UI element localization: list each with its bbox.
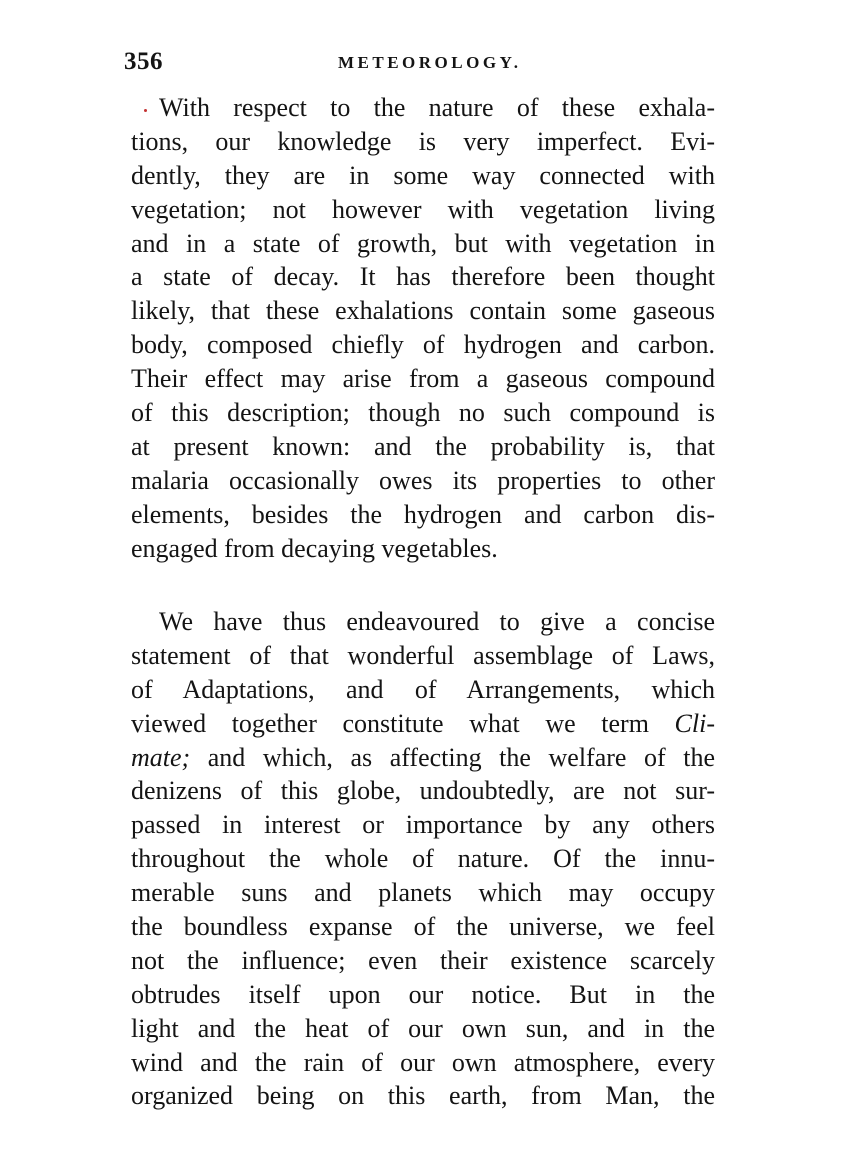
text-line: obtrudes itself upon our notice. But in the <box>131 979 715 1009</box>
text-line: light and the heat of our own sun, and in the <box>131 1013 715 1043</box>
text-segment: and which, as affecting the welfare of the <box>190 742 715 772</box>
text-line: not the influence; even their existence scarcely <box>131 945 715 975</box>
text-segment: viewed together constitute what we term <box>131 708 675 738</box>
text-line: malaria occasionally owes its properties to other <box>131 465 715 495</box>
text-line: tions, our knowledge is very imperfect. Evi- <box>131 126 715 156</box>
text-line: likely, that these exhalations contain some gaseous <box>131 296 715 326</box>
text-line: of Adaptations, and of Arrangements, which <box>131 674 715 704</box>
text-line: passed in interest or importance by any others <box>131 810 715 840</box>
text-line: engaged from decaying vegetables. <box>131 533 498 563</box>
text-line: dently, they are in some way connected with <box>131 160 715 190</box>
running-head: METEOROLOGY. <box>338 53 522 72</box>
text-line: elements, besides the hydrogen and carbon dis- <box>131 499 715 529</box>
text-line: organized being on this earth, from Man, the <box>131 1081 715 1111</box>
paragraph-2 <box>131 605 715 1113</box>
text-line-with-italic <box>131 707 715 741</box>
text-line: merable suns and planets which may occupy <box>131 878 715 908</box>
paragraph-1 <box>131 91 715 565</box>
text-line: at present known: and the probability is, that <box>131 431 715 461</box>
text-line: body, composed chiefly of hydrogen and carbon. <box>131 330 715 360</box>
text-line: denizens of this globe, undoubtedly, are not sur- <box>131 776 715 806</box>
italic-term: mate; <box>131 742 191 772</box>
text-line: We have thus endeavoured to give a concise <box>159 607 715 636</box>
text-line: statement of that wonderful assemblage of Laws, <box>131 640 715 670</box>
text-line: the boundless expanse of the universe, we feel <box>131 912 715 942</box>
text-line-with-italic <box>131 741 715 775</box>
text-line: of this description; though no such compound is <box>131 398 715 428</box>
text-line: vegetation; not however with vegetation living <box>131 194 715 224</box>
page-number: 356 <box>124 48 163 75</box>
page-header <box>124 48 724 84</box>
text-line: wind and the rain of our own atmosphere, every <box>131 1047 715 1077</box>
text-line: a state of decay. It has therefore been thought <box>131 262 715 292</box>
text-line: throughout the whole of nature. Of the innu- <box>131 844 715 874</box>
text-line: With respect to the nature of these exhala- <box>159 93 715 122</box>
text-line: and in a state of growth, but with vegetation in <box>131 228 715 258</box>
text-line: Their effect may arise from a gaseous compound <box>131 364 715 394</box>
italic-term: Cli- <box>674 708 715 738</box>
